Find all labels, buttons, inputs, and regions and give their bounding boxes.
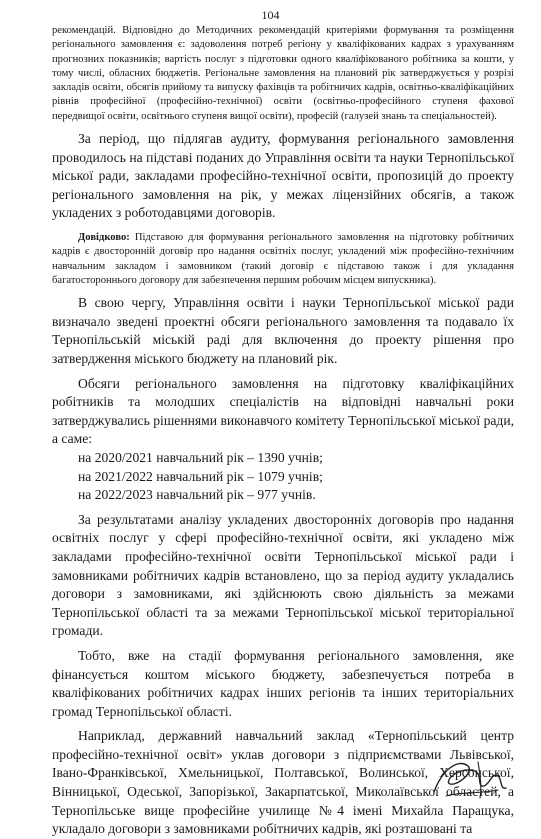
list-item: на 2020/2021 навчальний рік – 1390 учнів; <box>78 449 323 465</box>
enrollment-list <box>52 449 514 505</box>
paragraph-department: В свою чергу, Управління освіти і науки Тернопільської міської ради визначало зведені проектні обсяги регіонального замовлення та подавало їх Тернопільській міській раді для включення до проекту рішення про затвердження міського бюджету на плановий рік. <box>52 295 514 367</box>
paragraph-analysis: За результатами аналізу укладених двосторонніх договорів про надання освітніх послуг у сфері професійно-технічної освіти, які укладено між закладами професійно-технічної освіти Тернопільської міської ради і замовниками робітничих кадрів встановлено, що за період аудиту укладались договори з замовниками, які здійснюють свою діяльність за межами Тернопільської області та за межами Тернопільської міської територіальної громади. <box>52 511 514 639</box>
page-number: 104 <box>261 8 280 22</box>
reference-note <box>52 231 514 288</box>
paragraph-criteria: рекомендацій. Відповідно до Методичних рекомендацій критеріями формування та розміщення регіонального замовлення є: задоволення потреб регіону у кваліфікованих кадрах з урахуванням прогнозних показників; вартість послуг з підготовки одного кваліфікованого робітника за кошти, у тому числі, обласних бюджетів. Регіональне замовлення на плановий рік затверджується у розрізі закладів освіти, обсягів прийому та випуску фахівців та робітничих кадрів, освітньо-кваліфікаційних рівнів професійної (професійно-технічної) освіти (освітньо-професійного ступеня фахової передвищої освіти, освітнього ступеня вищої освіти), професій (галузей знань та спеціальностей). <box>52 25 514 122</box>
reference-note-text: Підставою для формування регіонального замовлення на підготовку робітничих кадрів є двосторонній договір про надання освітніх послуг, укладений між професійно-технічним навчальним закладом і замовником (такий договір є підставою також і для укладання багатостороннього договору для забезпечення першим робочим місцем випускника). <box>52 232 514 286</box>
paragraph-conclusion: Тобто, вже на стадії формування регіонального замовлення, яке фінансується коштом міського бюджету, забезпечується потреба в кваліфікованих робітничих кадрах інших регіонів та інших територіальних громад Тернопільської області. <box>52 647 514 719</box>
list-item: на 2021/2022 навчальний рік – 1079 учнів; <box>78 468 323 484</box>
signature-image <box>428 752 508 804</box>
paragraph-example: Наприклад, державний навчальний заклад «Тернопільський центр професійно-технічної освіт» уклав договори з підприємствами Львівської, Івано-Франківської, Хмельницької, Полтавської, Волинської, Херсонської, Вінницької, Одеської, Запорізької, Закарпатської, Миколаївської областей, а Тернопільське вище професійне училище №4 імені Михайла Паращука, укладало договори з замовниками робітничих кадрів, які розташовані та <box>52 728 514 837</box>
reference-note-label: Довідково: <box>78 232 130 244</box>
paragraph-volumes: Обсяги регіонального замовлення на підготовку кваліфікаційних робітників та молодших спеціалістів на відповідні навчальні роки затверджувались рішеннями виконавчого комітету Тернопільської міської ради, а саме: <box>52 375 514 447</box>
document-body <box>52 24 514 839</box>
list-item: на 2022/2023 навчальний рік – 977 учнів. <box>78 487 316 503</box>
paragraph-audit-period: За період, що підлягав аудиту, формування регіонального замовлення проводилось на підставі поданих до Управління освіти та науки Тернопільської міської ради, закладами професійно-технічної освіти, пропозицій до проекту регіонального замовлення на рік, у межах ліцензійних обсягів, а також укладених з роботодавцями договорів. <box>52 131 514 221</box>
